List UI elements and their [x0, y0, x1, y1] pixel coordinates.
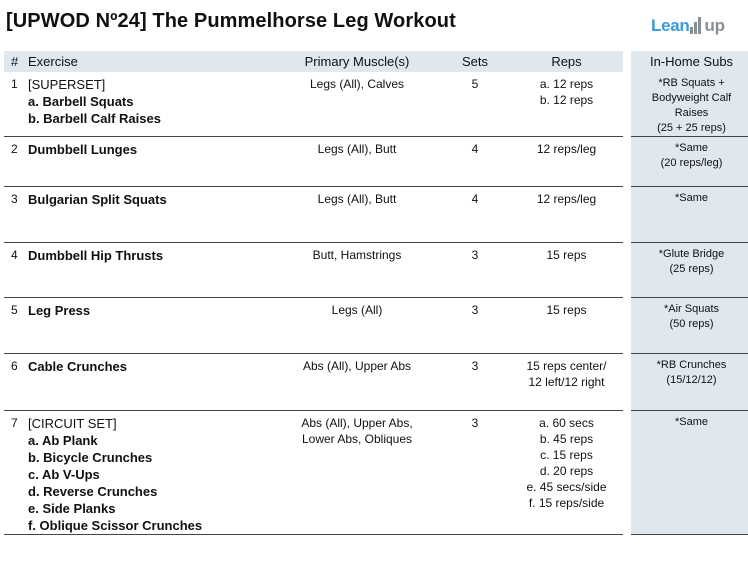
exercise-name: Dumbbell Lunges	[28, 142, 138, 157]
muscle-text: Legs (All)	[331, 303, 383, 317]
reps-cell	[510, 243, 623, 298]
exercise-cell	[28, 298, 274, 354]
reps-text: b. 12 reps	[539, 93, 594, 107]
muscle-cell	[274, 137, 440, 187]
table-row	[4, 187, 748, 243]
sets-cell: 3	[440, 243, 510, 298]
muscle-cell	[274, 72, 440, 137]
exercise-name: b. Barbell Calf Raises	[28, 111, 161, 126]
muscle-text: Abs (All), Upper Abs	[302, 359, 412, 373]
exercise-cell	[28, 137, 274, 187]
muscle-cell	[274, 187, 440, 243]
exercise-name: e. Side Planks	[28, 501, 116, 516]
subs-text: *RB Squats +	[658, 77, 725, 89]
reps-cell	[510, 187, 623, 243]
subs-text: *Same	[674, 142, 709, 154]
column-gap	[623, 187, 631, 243]
table-row	[4, 243, 748, 298]
exercise-name: Dumbbell Hip Thrusts	[28, 248, 164, 263]
subs-cell	[631, 354, 748, 411]
subs-cell	[631, 137, 748, 187]
header-sets: Sets	[440, 51, 510, 72]
sets-cell: 3	[440, 354, 510, 411]
reps-text: 12 reps/leg	[536, 142, 597, 156]
reps-text: 15 reps	[546, 303, 587, 317]
reps-text: e. 45 secs/side	[526, 480, 607, 494]
logo-bars-icon	[690, 14, 704, 34]
column-gap	[623, 411, 631, 535]
exercise-name: b. Bicycle Crunches	[28, 450, 153, 465]
exercise-name: Leg Press	[28, 303, 91, 318]
muscle-text: Lower Abs, Obliques	[301, 432, 413, 446]
reps-text: 12 reps/leg	[536, 192, 597, 206]
muscle-text: Legs (All), Butt	[317, 142, 397, 156]
exercise-cell	[28, 354, 274, 411]
subs-text: (50 reps)	[669, 318, 714, 330]
group-label: [CIRCUIT SET]	[28, 416, 117, 431]
reps-text: 12 left/12 right	[528, 375, 605, 389]
exercise-name: f. Oblique Scissor Crunches	[28, 518, 203, 533]
column-gap	[623, 298, 631, 354]
sets-cell: 3	[440, 298, 510, 354]
muscle-cell	[274, 243, 440, 298]
column-gap	[623, 243, 631, 298]
row-number: 6	[4, 354, 28, 411]
muscle-cell	[274, 298, 440, 354]
exercise-cell	[28, 411, 274, 535]
exercise-cell	[28, 72, 274, 137]
reps-cell	[510, 354, 623, 411]
muscle-text: Legs (All), Butt	[317, 192, 397, 206]
column-gap	[623, 137, 631, 187]
subs-text: *RB Crunches	[656, 359, 727, 371]
leanitup-logo: Lean up	[651, 16, 725, 35]
exercise-cell	[28, 243, 274, 298]
table-header-row	[4, 51, 748, 72]
subs-text: *Same	[674, 192, 709, 204]
table-row	[4, 411, 748, 535]
exercise-name: a. Barbell Squats	[28, 94, 134, 109]
row-number: 4	[4, 243, 28, 298]
reps-cell	[510, 72, 623, 137]
exercise-name: a. Ab Plank	[28, 433, 98, 448]
exercise-name: Bulgarian Split Squats	[28, 192, 167, 207]
muscle-text: Abs (All), Upper Abs,	[301, 416, 413, 430]
subs-text: Bodyweight Calf	[651, 92, 732, 104]
subs-text: *Same	[674, 416, 709, 428]
subs-cell	[631, 72, 748, 137]
muscle-cell	[274, 411, 440, 535]
row-number: 5	[4, 298, 28, 354]
exercise-name: c. Ab V-Ups	[28, 467, 100, 482]
reps-cell	[510, 137, 623, 187]
reps-text: f. 15 reps/side	[528, 496, 605, 510]
subs-text: (25 + 25 reps)	[657, 122, 726, 134]
row-number: 1	[4, 72, 28, 137]
reps-text: b. 45 reps	[539, 432, 594, 446]
reps-cell	[510, 298, 623, 354]
row-number: 3	[4, 187, 28, 243]
header-exercise: Exercise	[28, 51, 274, 72]
logo-wordmark: Lean	[651, 16, 690, 35]
subs-text: *Glute Bridge	[658, 248, 725, 260]
subs-text: (20 reps/leg)	[660, 157, 723, 169]
muscle-cell	[274, 354, 440, 411]
header-muscle: Primary Muscle(s)	[274, 51, 440, 72]
subs-text: (15/12/12)	[666, 374, 717, 386]
reps-text: c. 15 reps	[540, 448, 593, 462]
exercise-name: d. Reverse Crunches	[28, 484, 158, 499]
row-number: 7	[4, 411, 28, 535]
header-num: #	[4, 51, 28, 72]
exercise-cell	[28, 187, 274, 243]
header-reps: Reps	[510, 51, 623, 72]
subs-text: *Air Squats	[663, 303, 720, 315]
sets-cell: 5	[440, 72, 510, 137]
table-row	[4, 298, 748, 354]
table-row	[4, 137, 748, 187]
header-subs: In-Home Subs	[631, 51, 748, 72]
sets-cell: 4	[440, 187, 510, 243]
subs-cell	[631, 411, 748, 535]
header-gap	[623, 51, 631, 72]
workout-table	[4, 51, 748, 535]
subs-text: (25 reps)	[669, 263, 714, 275]
page-title: [UPWOD Nº24] The Pummelhorse Leg Workout	[6, 10, 456, 32]
subs-text: Raises	[674, 107, 709, 119]
column-gap	[623, 72, 631, 137]
muscle-text: Legs (All), Calves	[309, 77, 405, 91]
reps-text: a. 12 reps	[539, 77, 594, 91]
reps-cell	[510, 411, 623, 535]
row-number: 2	[4, 137, 28, 187]
sets-cell: 3	[440, 411, 510, 535]
reps-text: d. 20 reps	[539, 464, 594, 478]
reps-text: 15 reps center/	[526, 359, 607, 373]
table-row	[4, 354, 748, 411]
table-row	[4, 72, 748, 137]
group-label: [SUPERSET]	[28, 77, 106, 92]
reps-text: a. 60 secs	[539, 416, 594, 430]
sets-cell: 4	[440, 137, 510, 187]
muscle-text: Butt, Hamstrings	[312, 248, 402, 262]
column-gap	[623, 354, 631, 411]
exercise-name: Cable Crunches	[28, 359, 127, 374]
subs-cell	[631, 187, 748, 243]
subs-cell	[631, 243, 748, 298]
reps-text: 15 reps	[546, 248, 587, 262]
subs-cell	[631, 298, 748, 354]
